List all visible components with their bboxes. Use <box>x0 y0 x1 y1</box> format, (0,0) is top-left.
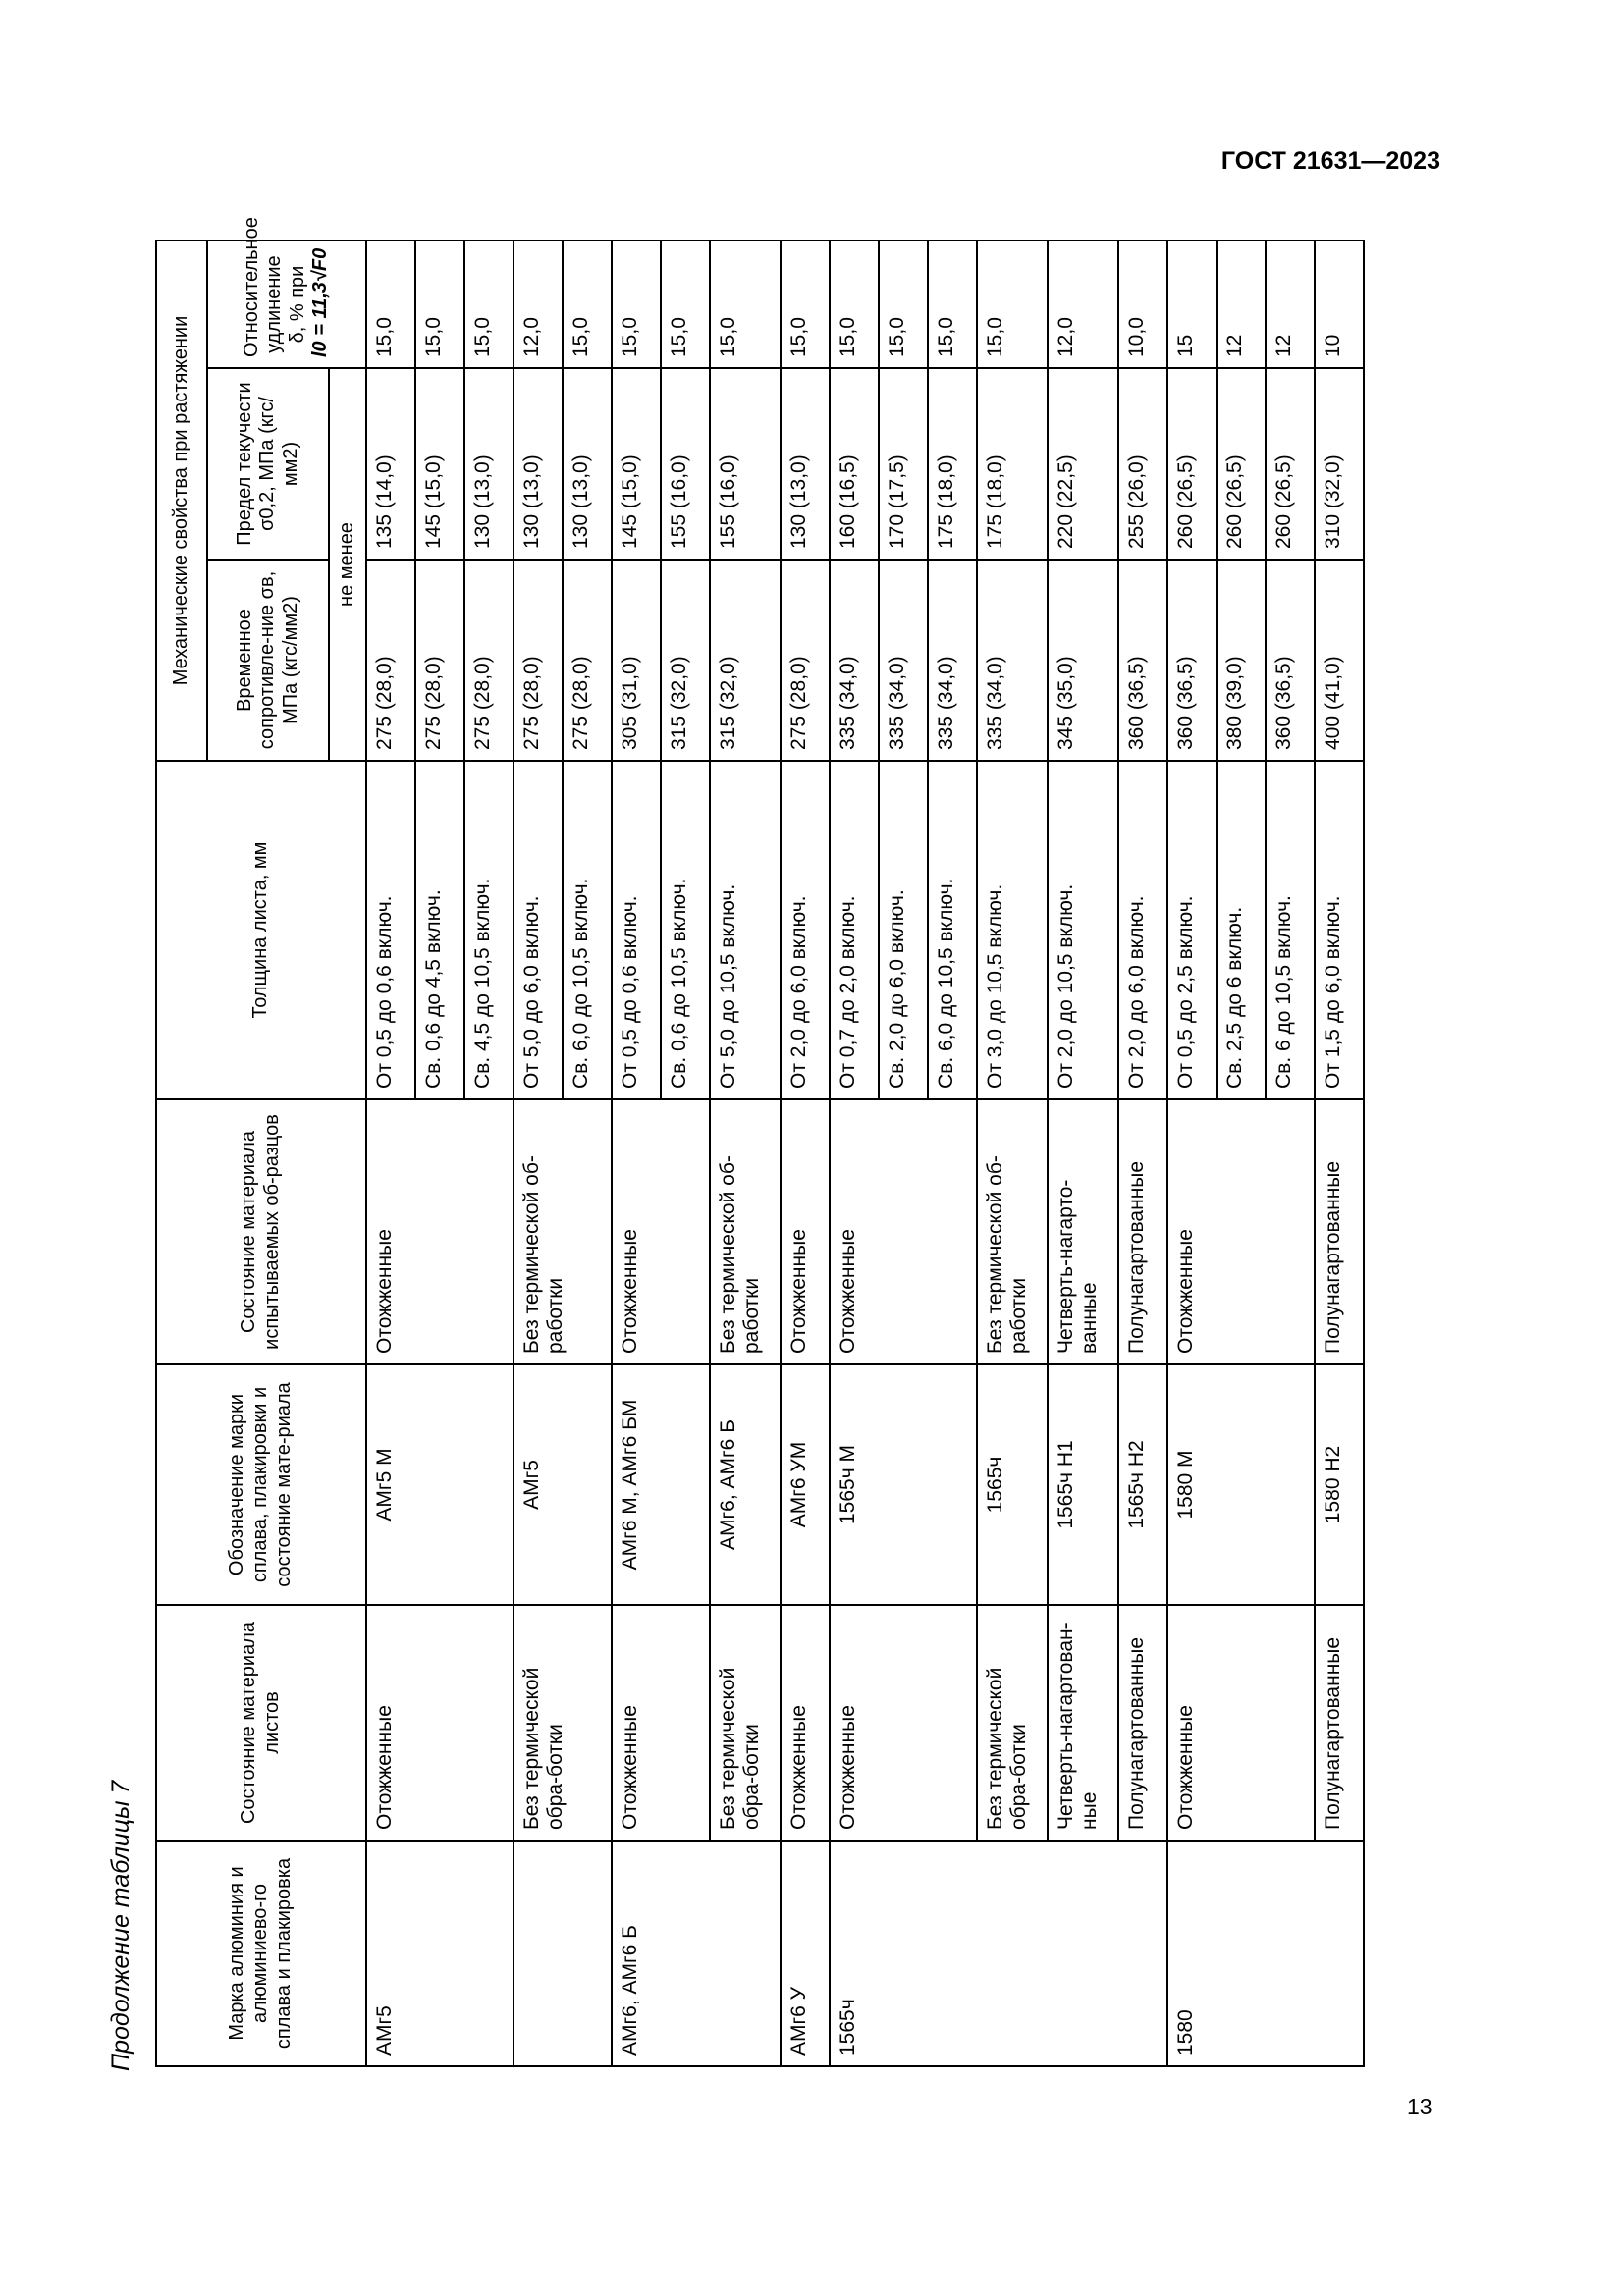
cell-yield: 255 (26,0) <box>1118 368 1167 560</box>
cell-state-samples: Отожженные <box>612 1099 710 1364</box>
cell-tensile: 335 (34,0) <box>879 560 928 761</box>
header-thickness: Толщина листа, мм <box>156 761 366 1099</box>
cell-thickness: Св. 2,0 до 6,0 включ. <box>879 761 928 1099</box>
rotated-table-container <box>155 217 1357 2067</box>
cell-tensile: 275 (28,0) <box>514 560 563 761</box>
cell-elongation: 10 <box>1315 240 1364 368</box>
cell-tensile: 360 (36,5) <box>1266 560 1315 761</box>
document-code: ГОСТ 21631—2023 <box>1220 147 1440 175</box>
cell-elongation: 15,0 <box>879 240 928 368</box>
cell-yield: 170 (17,5) <box>879 368 928 560</box>
cell-designation: АМг6 УМ <box>781 1364 830 1605</box>
cell-thickness: От 0,7 до 2,0 включ. <box>830 761 879 1099</box>
cell-tensile: 275 (28,0) <box>366 560 415 761</box>
cell-designation: 1565ч Н1 <box>1048 1364 1118 1605</box>
cell-elongation: 12,0 <box>514 240 563 368</box>
cell-elongation: 15,0 <box>977 240 1048 368</box>
cell-state-sheets: Без термической обра-ботки <box>977 1605 1048 1841</box>
cell-state-samples: Отожженные <box>830 1099 977 1364</box>
cell-thickness: От 0,5 до 2,5 включ. <box>1167 761 1217 1099</box>
cell-designation: АМг5 М <box>366 1364 514 1605</box>
cell-state-samples: Без термической об-работки <box>977 1099 1048 1364</box>
cell-designation: АМг6 М, АМг6 БМ <box>612 1364 710 1605</box>
header-min: не менее <box>329 368 366 761</box>
header-grade: Марка алюминия и алюминиево-го сплава и плакировка <box>156 1841 366 2066</box>
cell-tensile: 275 (28,0) <box>415 560 464 761</box>
cell-thickness: От 2,0 до 6,0 включ. <box>1118 761 1167 1099</box>
header-state-sheets: Состояние материала листов <box>156 1605 366 1841</box>
cell-designation: 1565ч Н2 <box>1118 1364 1167 1605</box>
cell-thickness: От 0,5 до 0,6 включ. <box>366 761 415 1099</box>
cell-designation: 1565ч <box>977 1364 1048 1605</box>
cell-grade-empty <box>514 1841 612 2066</box>
cell-state-sheets: Отожженные <box>366 1605 514 1841</box>
cell-yield: 175 (18,0) <box>977 368 1048 560</box>
cell-state-samples: Полунагартованные <box>1315 1099 1364 1364</box>
cell-yield: 130 (13,0) <box>514 368 563 560</box>
cell-elongation: 15,0 <box>366 240 415 368</box>
cell-thickness: От 3,0 до 10,5 включ. <box>977 761 1048 1099</box>
cell-thickness: Св. 2,5 до 6 включ. <box>1217 761 1266 1099</box>
cell-state-sheets: Без термической обра-ботки <box>514 1605 612 1841</box>
cell-thickness: От 5,0 до 10,5 включ. <box>710 761 781 1099</box>
cell-yield: 160 (16,5) <box>830 368 879 560</box>
cell-state-samples: Отожженные <box>366 1099 514 1364</box>
cell-yield: 155 (16,0) <box>661 368 710 560</box>
cell-grade: АМг5 <box>366 1841 514 2066</box>
cell-yield: 130 (13,0) <box>563 368 612 560</box>
cell-designation: 1580 М <box>1167 1364 1315 1605</box>
cell-elongation: 12 <box>1266 240 1315 368</box>
cell-designation: АМг6, АМг6 Б <box>710 1364 781 1605</box>
cell-thickness: От 1,5 до 6,0 включ. <box>1315 761 1364 1099</box>
cell-elongation: 15,0 <box>830 240 879 368</box>
cell-tensile: 335 (34,0) <box>928 560 977 761</box>
cell-thickness: Св. 6,0 до 10,5 включ. <box>928 761 977 1099</box>
header-elongation-text: Относительное удлинение δ, % при <box>240 217 308 357</box>
cell-elongation: 12 <box>1217 240 1266 368</box>
cell-thickness: От 2,0 до 10,5 включ. <box>1048 761 1118 1099</box>
cell-state-samples: Без термической об-работки <box>710 1099 781 1364</box>
cell-state-sheets: Отожженные <box>612 1605 710 1841</box>
cell-state-samples: Отожженные <box>781 1099 830 1364</box>
cell-yield: 130 (13,0) <box>781 368 830 560</box>
cell-state-sheets: Отожженные <box>781 1605 830 1841</box>
cell-elongation: 15,0 <box>563 240 612 368</box>
cell-yield: 130 (13,0) <box>464 368 514 560</box>
cell-yield: 260 (26,5) <box>1266 368 1315 560</box>
cell-yield: 175 (18,0) <box>928 368 977 560</box>
cell-state-sheets: Отожженные <box>830 1605 977 1841</box>
cell-tensile: 275 (28,0) <box>464 560 514 761</box>
cell-tensile: 305 (31,0) <box>612 560 661 761</box>
cell-state-samples: Четверть-нагарто-ванные <box>1048 1099 1118 1364</box>
cell-designation: 1565ч М <box>830 1364 977 1605</box>
cell-tensile: 360 (36,5) <box>1167 560 1217 761</box>
header-state-samples: Состояние материала испытываемых об-разцов <box>156 1099 366 1364</box>
cell-yield: 145 (15,0) <box>415 368 464 560</box>
header-mech-group: Механические свойства при растяжении <box>156 240 207 761</box>
cell-tensile: 275 (28,0) <box>563 560 612 761</box>
cell-tensile: 315 (32,0) <box>710 560 781 761</box>
cell-yield: 260 (26,5) <box>1167 368 1217 560</box>
mechanical-properties-table <box>155 217 1365 2067</box>
cell-thickness: От 2,0 до 6,0 включ. <box>781 761 830 1099</box>
cell-yield: 145 (15,0) <box>612 368 661 560</box>
cell-yield: 310 (32,0) <box>1315 368 1364 560</box>
cell-state-sheets: Четверть-нагартован-ные <box>1048 1605 1118 1841</box>
cell-yield: 260 (26,5) <box>1217 368 1266 560</box>
header-designation: Обозначение марки сплава, плакировки и состояние мате-риала <box>156 1364 366 1605</box>
cell-tensile: 315 (32,0) <box>661 560 710 761</box>
cell-elongation: 10,0 <box>1118 240 1167 368</box>
cell-elongation: 15,0 <box>781 240 830 368</box>
cell-grade: АМг6, АМг6 Б <box>612 1841 781 2066</box>
cell-tensile: 360 (36,5) <box>1118 560 1167 761</box>
cell-thickness: От 5,0 до 6,0 включ. <box>514 761 563 1099</box>
cell-tensile: 335 (34,0) <box>977 560 1048 761</box>
cell-designation: 1580 Н2 <box>1315 1364 1364 1605</box>
elongation-formula: l0 = 11,3√F0 <box>309 247 332 357</box>
cell-elongation: 15,0 <box>710 240 781 368</box>
cell-yield: 135 (14,0) <box>366 368 415 560</box>
cell-state-sheets: Полунагартованные <box>1118 1605 1167 1841</box>
cell-elongation: 15,0 <box>928 240 977 368</box>
cell-thickness: От 0,5 до 0,6 включ. <box>612 761 661 1099</box>
cell-elongation: 12,0 <box>1048 240 1118 368</box>
table-caption: Продолжение таблицы 7 <box>107 1780 135 2071</box>
cell-tensile: 380 (39,0) <box>1217 560 1266 761</box>
cell-elongation: 15,0 <box>612 240 661 368</box>
cell-tensile: 345 (35,0) <box>1048 560 1118 761</box>
cell-state-samples: Без термической об-работки <box>514 1099 612 1364</box>
cell-state-sheets: Полунагартованные <box>1315 1605 1364 1841</box>
cell-thickness: Св. 4,5 до 10,5 включ. <box>464 761 514 1099</box>
cell-elongation: 15,0 <box>661 240 710 368</box>
cell-state-sheets: Отожженные <box>1167 1605 1315 1841</box>
cell-grade: 1565ч <box>830 1841 1167 2066</box>
cell-thickness: Св. 6,0 до 10,5 включ. <box>563 761 612 1099</box>
cell-grade: АМг6 У <box>781 1841 830 2066</box>
cell-tensile: 400 (41,0) <box>1315 560 1364 761</box>
cell-tensile: 275 (28,0) <box>781 560 830 761</box>
page-number: 13 <box>1407 2094 1433 2119</box>
cell-thickness: Св. 6 до 10,5 включ. <box>1266 761 1315 1099</box>
header-yield: Предел текучести σ0,2, МПа (кгс/мм2) <box>207 368 329 560</box>
cell-elongation: 15 <box>1167 240 1217 368</box>
cell-state-sheets: Без термической обра-ботки <box>710 1605 781 1841</box>
header-elongation <box>207 217 366 368</box>
cell-thickness: Св. 0,6 до 4,5 включ. <box>415 761 464 1099</box>
cell-elongation: 15,0 <box>464 240 514 368</box>
cell-elongation: 15,0 <box>415 240 464 368</box>
cell-thickness: Св. 0,6 до 10,5 включ. <box>661 761 710 1099</box>
cell-tensile: 335 (34,0) <box>830 560 879 761</box>
cell-yield: 155 (16,0) <box>710 368 781 560</box>
cell-grade: 1580 <box>1167 1841 1364 2066</box>
cell-state-samples: Отожженные <box>1167 1099 1315 1364</box>
header-tensile: Временное сопротивле-ние σв, МПа (кгс/мм2) <box>207 560 329 761</box>
cell-yield: 220 (22,5) <box>1048 368 1118 560</box>
cell-state-samples: Полунагартованные <box>1118 1099 1167 1364</box>
cell-designation: АМг5 <box>514 1364 612 1605</box>
